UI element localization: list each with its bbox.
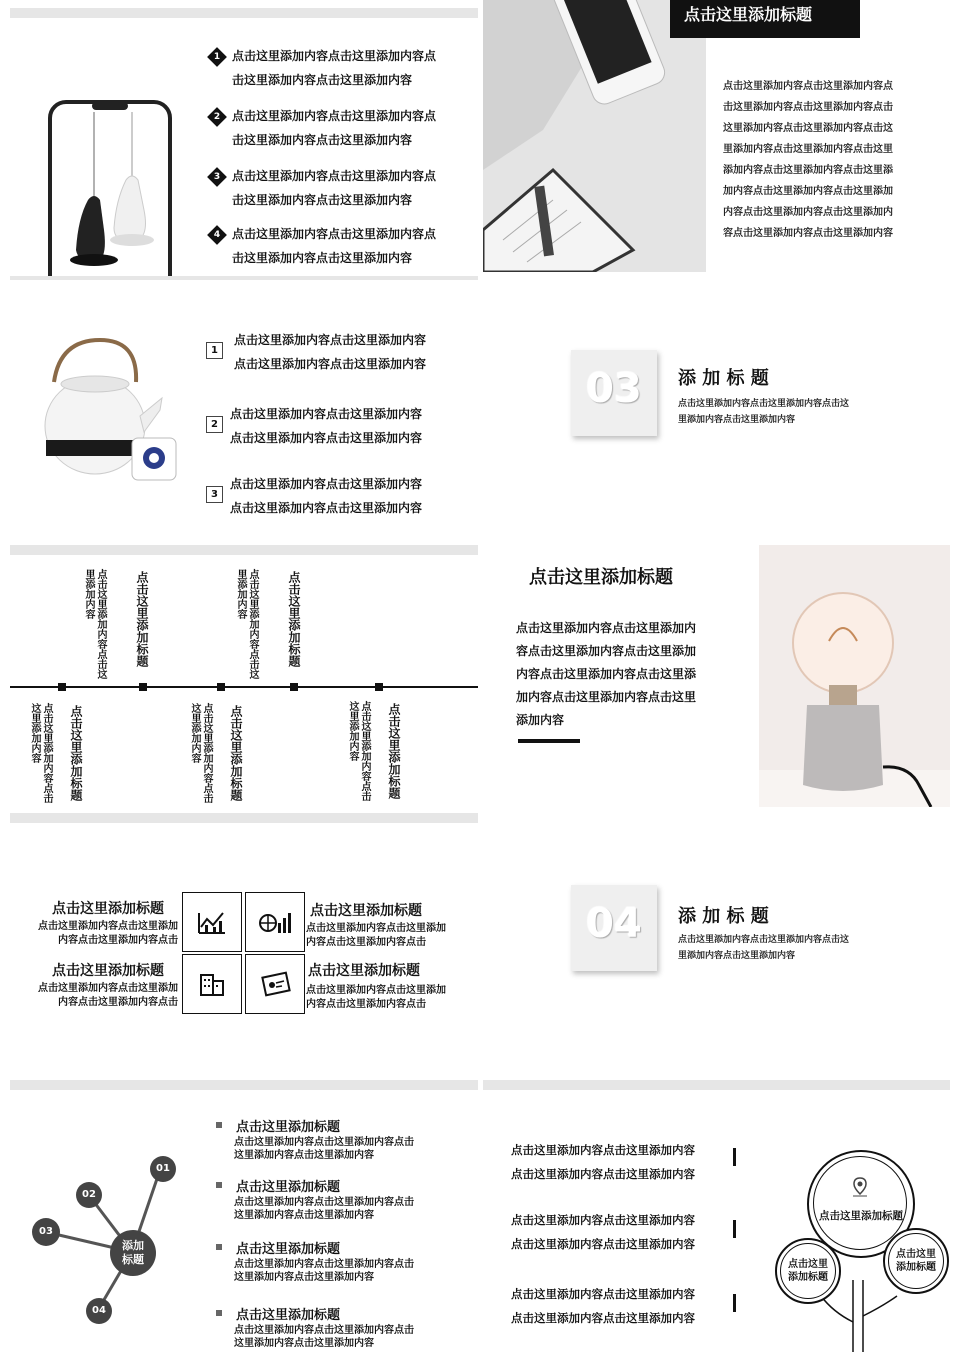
timeline-dot [217,683,225,691]
item-line: 点击这里添加内容点击这里添加内容 [230,431,423,445]
timeline-title: 点击这里添加标题 [287,571,301,667]
item-desc [234,1136,414,1162]
timeline-dot [139,683,147,691]
body-line: 容点击这里添加内容点击这里添加 [516,644,697,658]
timeline-title: 点击这里添加标题 [229,705,243,801]
item-desc [234,1196,414,1222]
slide-9 [10,1080,478,1352]
desc-line: 点击这里添加内容点击这里添加 [38,983,178,994]
timeline-body: 点击这里添加内容点击这里添加内容 [189,703,212,803]
item-desc [234,1324,414,1350]
bottom-bar [10,813,478,823]
desc-line: 这里添加内容点击这里添加内容 [234,1210,374,1221]
body-line: 内容点击这里添加内容点击这里添 [516,667,697,681]
body-line: 点击这里添加内容点击这里添加内容 [511,1237,695,1251]
top-bar [483,1080,950,1090]
body-line: 内容点击这里添加内容点击这里添加内 [723,207,893,218]
body-line: 点击这里添加内容点击这里添加内容 [511,1143,695,1157]
section-title: 添 加 标 题 [678,906,769,927]
body-line: 加内容点击这里添加内容点击这里添加 [723,186,893,197]
divider-mark [733,1220,736,1238]
desc-line: 内容点击这里添加内容点击 [58,935,178,946]
desc-line: 点击这里添加内容点击这里添加内容点击 [234,1259,414,1270]
teapot-image [40,336,190,486]
phone-image [48,100,172,280]
item-line: 点击这里添加内容点击这里添加内容 [234,333,427,347]
timeline-dot [375,683,383,691]
timeline-dot [290,683,298,691]
lightbulb-photo [759,545,950,807]
timeline-dot [58,683,66,691]
item-title: 点击这里添加标题 [310,903,422,919]
body-line: 里添加内容点击这里添加内容点击这里 [723,144,893,155]
desc-line: 点击这里添加内容点击这里添加 [306,985,446,996]
item-number: 1 [206,342,223,359]
timeline-body: 点击这里添加内容点击这里添加内容 [235,569,258,679]
slide-5 [10,545,478,823]
slide-6 [483,545,950,810]
timeline-title: 点击这里添加标题 [387,703,401,799]
desc-line: 内容点击这里添加内容点击 [306,937,426,948]
body-line: 点击这里添加内容点击这里添加内容 [511,1287,695,1301]
desc-line: 这里添加内容点击这里添加内容 [234,1150,374,1161]
slide-title: 点击这里添加标题 [529,567,673,588]
timeline-axis [10,686,478,688]
bottom-bar [10,276,478,280]
text-group [511,1208,695,1256]
body-line: 点击这里添加内容点击这里添加内容 [511,1213,695,1227]
node-01: 01 [150,1156,176,1182]
item-desc [14,920,178,948]
item-number: 2 [206,416,223,433]
bullet-square-icon [216,1182,222,1188]
title-block [670,0,860,38]
bullet-square-icon [216,1122,222,1128]
item-desc [306,922,446,950]
right-circle [883,1228,949,1294]
item-line: 击这里添加内容点击这里添加内容 [232,251,413,265]
item-title: 点击这里添加标题 [236,1120,341,1135]
item-number: 2 [213,112,221,122]
underline-accent [518,739,580,743]
circle-label: 点击这里 添加标题 [788,1259,828,1283]
item-title: 点击这里添加标题 [236,1180,341,1195]
item-number: 4 [213,230,221,240]
globe-chart-icon [246,893,304,951]
slide-title: 点击这里添加标题 [684,5,813,24]
section-desc [678,396,849,428]
item-line: 点击这里添加内容点击这里添加内容点 [232,49,437,63]
node-04: 04 [86,1298,112,1324]
desc-line: 点击这里添加内容点击这里添加内容点击 [234,1325,414,1336]
chart-icon-box [182,892,242,952]
timeline-body: 点击这里添加内容点击这里添加内容 [347,701,370,801]
top-bar [10,8,478,18]
item-title: 点击这里添加标题 [308,963,420,979]
body-line: 击这里添加内容点击这里添加内容点击 [723,102,893,113]
desc-line: 这里添加内容点击这里添加内容 [234,1272,374,1283]
molecule-diagram [10,1080,240,1352]
item-line: 点击这里添加内容点击这里添加内容点 [232,227,437,241]
slide-7 [10,830,478,1070]
item-number: 1 [213,52,221,62]
circle-label: 点击这里添加标题 [819,1210,903,1222]
slide-4 [483,290,950,540]
item-line: 击这里添加内容点击这里添加内容 [232,193,413,207]
body-line: 加内容点击这里添加内容点击这里 [516,690,697,704]
body-line: 点击这里添加内容点击这里添加内容 [511,1167,695,1181]
slide-8 [483,830,950,1070]
timeline-title: 点击这里添加标题 [69,705,83,801]
desc-line: 里添加内容点击这里添加内容 [678,415,796,425]
item-title: 点击这里添加标题 [236,1242,341,1257]
certificate-icon [246,955,304,1013]
bullet-square-icon [216,1244,222,1250]
text-group [511,1138,695,1186]
item-title: 点击这里添加标题 [52,901,164,917]
body-line: 添加内容 [516,713,565,727]
item-title: 点击这里添加标题 [52,963,164,979]
desc-line: 这里添加内容点击这里添加内容 [234,1338,374,1349]
slide-10 [483,1080,950,1352]
item-line: 点击这里添加内容点击这里添加内容 [234,357,427,371]
desc-line: 里添加内容点击这里添加内容 [678,951,796,961]
section-number: 03 [586,366,642,412]
body-line: 点击这里添加内容点击这里添加内 [516,621,697,635]
item-line: 击这里添加内容点击这里添加内容 [232,73,413,87]
desc-line: 点击这里添加内容点击这里添加 [38,921,178,932]
section-desc [678,932,849,964]
line-chart-icon [183,893,241,951]
slide-1 [10,0,478,280]
item-number: 3 [213,172,221,182]
node-02: 02 [76,1182,102,1208]
desc-line: 点击这里添加内容点击这里添加内容点击这 [678,399,850,409]
item-line: 点击这里添加内容点击这里添加内容 [230,477,423,491]
top-bar [10,545,478,555]
body-line: 容点击这里添加内容点击这里添加内容 [723,228,893,239]
bullet-square-icon [216,1310,222,1316]
item-line: 点击这里添加内容点击这里添加内容 [230,407,423,421]
s6-body [516,617,696,732]
globe-icon-box [245,892,305,952]
item-number: 3 [206,486,223,503]
item-line: 点击这里添加内容点击这里添加内容点 [232,169,437,183]
item-title: 点击这里添加标题 [236,1308,341,1323]
desc-line: 点击这里添加内容点击这里添加内容点击这 [678,935,850,945]
building-icon [183,955,241,1013]
desc-line: 内容点击这里添加内容点击 [306,999,426,1010]
item-desc [306,984,446,1012]
desk-photo [483,0,706,272]
body-line: 添加内容点击这里添加内容点击这里添 [723,165,893,176]
section-number-box [571,350,657,436]
timeline-body: 点击这里添加内容点击这里添加内容 [29,703,52,803]
center-node: 添加 标题 [110,1230,156,1276]
item-line: 击这里添加内容点击这里添加内容 [232,133,413,147]
slide-2 [483,0,950,272]
item-line: 点击这里添加内容点击这里添加内容 [230,501,423,515]
item-line: 点击这里添加内容点击这里添加内容点 [232,109,437,123]
section-title: 添 加 标 题 [678,368,769,389]
section-number-box [571,885,657,971]
text-group [511,1282,695,1330]
node-03: 03 [32,1218,60,1246]
desc-line: 内容点击这里添加内容点击 [58,997,178,1008]
section-number: 04 [586,901,642,947]
body-line: 这里添加内容点击这里添加内容点击这 [723,123,893,134]
body-line: 点击这里添加内容点击这里添加内容 [511,1311,695,1325]
timeline-body: 点击这里添加内容点击这里添加内容 [83,569,106,679]
desc-line: 点击这里添加内容点击这里添加内容点击 [234,1137,414,1148]
certificate-icon-box [245,954,305,1014]
circle-label: 点击这里 添加标题 [896,1249,936,1273]
divider-mark [733,1148,736,1166]
slide-3 [10,290,478,540]
desc-line: 点击这里添加内容点击这里添加 [306,923,446,934]
body-line: 点击这里添加内容点击这里添加内容点 [723,81,893,92]
building-icon-box [182,954,242,1014]
divider-mark [733,1294,736,1312]
s2-body [723,76,933,244]
desc-line: 点击这里添加内容点击这里添加内容点击 [234,1197,414,1208]
timeline-title: 点击这里添加标题 [135,571,149,667]
item-desc [14,982,178,1010]
item-desc [234,1258,414,1284]
left-circle [775,1238,841,1304]
